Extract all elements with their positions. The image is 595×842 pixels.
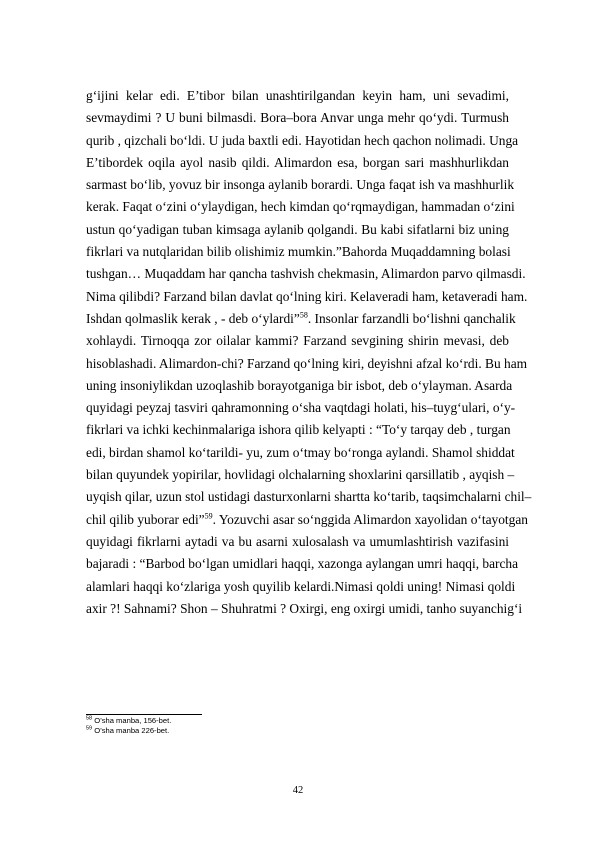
text-line: uning insoniylikdan uzoqlashib borayotganiga bir isbot, deb o‘ylayman. Asarda [86,377,513,393]
footnote-text: O’sha manba, 156-bet. [92,716,172,725]
text-segment: Ishdan qolmaslik kerak , - deb o‘ylardi” [86,310,300,326]
footnote-text: O’sha manba 226-bet. [92,726,170,735]
text-line: kerak. Faqat o‘zini o‘ylaydigan, hech kimdan qo‘rqmaydigan, hammadan o‘zini [86,199,515,215]
text-line: quyidagi peyzaj tasviri qahramonning o‘sha vaqtdagi holati, his–tuyg‘ulari, o‘y- [86,400,516,416]
text-segment: . Insonlar farzandli bo‘lishni qanchalik [307,310,516,326]
footnote-number: 59 [86,725,93,732]
text-line: edi, birdan shamol ko‘tarildi- yu, zum o‘tmay bo‘ronga aylandi. Shamol shiddat [86,444,515,460]
text-line: fikrlari va ichki kechinmalariga ishora qilib kelyapti : “To‘y tarqay deb , turgan [86,422,511,438]
footnote-58 [86,716,171,726]
text-line: qurib , qizchali bo‘ldi. U juda baxtli edi. Hayotidan hech qachon nolimadi. Unga [86,132,519,148]
text-line: axir ?! Sahnami? Shon – Shuhratmi ? Oxirgi, eng oxirgi umidi, tanho suyanchig‘i [86,600,523,616]
text-line: sarmast bo‘lib, yovuz bir insonga aylanib borardi. Unga faqat ish va mashhurlik [86,177,515,193]
footnote-ref-58[interactable]: 58 [299,310,308,320]
text-line: tushgan… Muqaddam har qancha tashvish chekmasin, Alimardon parvo qilmasdi. [86,266,526,282]
footnotes [86,716,171,736]
text-line: g‘ijini kelar edi. E’tibor bilan unashtirilgandan keyin ham, uni sevadimi, [86,88,509,103]
footnote-ref-59[interactable]: 59 [204,511,213,521]
page-number: 42 [292,785,304,796]
footnote-separator [86,714,202,715]
text-line: hisoblashadi. Alimardon-chi? Farzand qo‘lning kiri, deyishni afzal ko‘rdi. Bu ham [86,355,528,371]
text-segment: chil qilib yuborar edi” [86,511,205,527]
body-paragraph [86,85,532,620]
text-line: Nima qilibdi? Farzand bilan davlat qo‘lning kiri. Kelaveradi ham, ketaveradi ham. [86,288,528,304]
text-line: quyidagi fikrlarni aytadi va bu asarni xulosalash va umumlashtirish vazifasini [86,533,509,549]
text-line: fikrlari va nutqlaridan bilib olishimiz mumkin.”Bahorda Muqaddamning bolasi [86,244,511,260]
footnote-number: 58 [86,715,93,722]
text-line: uyqish qilar, uzun stol ustidagi dasturxonlarni shartta ko‘tarib, taqsimchalarni chil– [86,489,532,505]
text-line: bajaradi : “Barbod bo‘lgan umidlari haqqi, xazonga aylangan umri haqqi, barcha [86,556,519,572]
text-line: ustun qo‘yadigan tuban kimsaga aylanib qolgandi. Bu kabi sifatlarni biz uning [86,221,509,237]
text-line: sevmaydimi ? U buni bilmasdi. Bora–bora Anvar unga mehr qo‘ydi. Turmush [86,110,509,126]
text-line-with-footnote-ref [86,308,516,330]
text-line: E’tibordek oqila ayol nasib qildi. Alimardon esa, borgan sari mashhurlikdan [86,154,509,170]
footnote-59 [86,726,171,736]
text-line: bilan quyundek yopirilar, hovlidagi olchalarning shoxlarini qarsillatib , ayqish – [86,467,515,483]
text-line: xohlaydi. Tirnoqqa zor oilalar kammi? Farzand sevgining shirin mevasi, deb [86,333,509,349]
text-segment: . Yozuvchi asar so‘nggida Alimardon xayolidan o‘tayotgan [212,511,528,527]
text-line-with-footnote-ref [86,509,528,531]
text-line: alamlari haqqi ko‘zlariga yosh quyilib kelardi.Nimasi qoldi uning! Nimasi qoldi [86,578,516,594]
